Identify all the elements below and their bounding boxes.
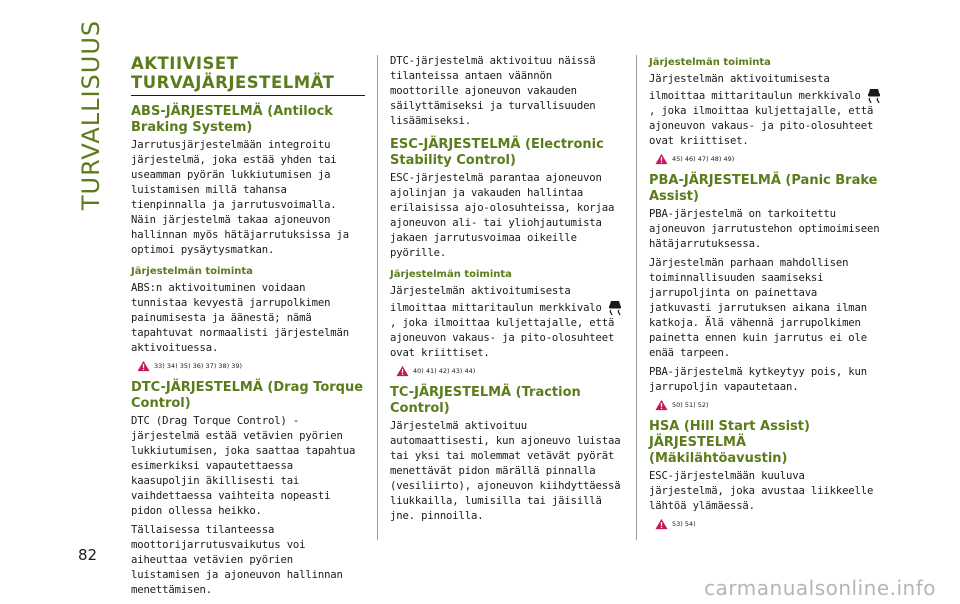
warning-refs-text: 50) 51) 52) [672, 401, 709, 409]
column-divider [636, 55, 637, 540]
warning-refs-text: 40) 41) 42) 43) 44) [413, 367, 476, 375]
warning-refs-text: 33) 34) 35) 36) 37) 38) 39) [154, 362, 243, 370]
column-1 [131, 54, 365, 598]
esc-warning-refs [396, 365, 624, 377]
esc-operation-paragraph: Järjestelmän aktivoitumisesta ilmoittaa mittaritaulun merkkivalo , joka ilmoittaa kuljettajalle, että ajoneuvon vakaus- ja pito-olosuhteet ovat kriittiset. [390, 284, 624, 361]
column-2 [390, 54, 624, 528]
pba-warning-refs [655, 399, 883, 411]
esc-paragraph: ESC-järjestelmä parantaa ajoneuvon ajolinjan ja vakauden hallintaa erilaisissa ajo-olosuhteissa, korjaa ajoneuvon ali- tai yliohjautumista jakaen jarrutusvoimaa oikeille pyörille. [390, 172, 615, 259]
column-divider [377, 55, 378, 540]
abs-operation-paragraph: ABS:n aktivoituminen voidaan tunnistaa kevyestä jarrupolkimen painumisesta ja äänestä; nämä tapahtuvat normaalisti järjestelmän aktivoituessa. [131, 282, 349, 354]
watermark: carmanualsonline.info [704, 576, 936, 600]
warning-refs-text: 53) 54) [672, 520, 696, 528]
tc-subheading: Järjestelmän toiminta [649, 57, 771, 68]
esc-subheading: Järjestelmän toiminta [390, 269, 512, 280]
warning-triangle-icon [137, 360, 150, 372]
pba-heading: PBA-JÄRJESTELMÄ (Panic Brake Assist) [649, 173, 878, 204]
dtc-paragraph: DTC (Drag Torque Control) -järjestelmä estää vetävien pyörien lukkiutumisen, joka saattaa tapahtua esimerkiksi vapautettaessa kaasupoljin äkillisesti tai vaihdettaessa vaihteita nopeasti pidon ollessa heikko. [131, 415, 356, 517]
esc-skid-car-icon [867, 87, 881, 103]
page-title: AKTIIVISET TURVAJÄRJESTELMÄT [131, 54, 365, 96]
pba-paragraph-2: Järjestelmän parhaan mahdollisen toiminnallisuuden saamiseksi jarrupoljinta on painettava jatkuvasti jarrutuksen aikana ilman katkoja. Älä vähennä jarrupolkimen painetta ennen kuin jarrutus ei ole enää tarpeen. [649, 257, 867, 359]
warning-triangle-icon [396, 365, 409, 377]
page-number: 82 [78, 546, 98, 564]
tc-operation-paragraph: Järjestelmän aktivoitumisesta ilmoittaa mittaritaulun merkkivalo , joka ilmoittaa kuljettajalle, että ajoneuvon vakaus- ja pito-olosuhteet ovat kriittiset. [649, 72, 883, 149]
abs-paragraph: Jarrutusjärjestelmään integroitu järjestelmä, joka estää yhden tai useamman pyörän lukkiutumisen ja luistamisen millä tahansa tienpinnalla ja jarrutusvoimalla. Näin järjestelmä takaa ajoneuvon hallinnan myös hätäjarrutuksissa ja optimoi pysäytysmatkan. [131, 139, 349, 256]
warning-triangle-icon [655, 153, 668, 165]
warning-triangle-icon [655, 518, 668, 530]
esc-heading: ESC-JÄRJESTELMÄ (Electronic Stability Control) [390, 137, 604, 168]
warning-refs-text: 45) 46) 47) 48) 49) [672, 155, 735, 163]
abs-subheading: Järjestelmän toiminta [131, 266, 253, 277]
pba-paragraph-3: PBA-järjestelmä kytkeytyy pois, kun jarrupoljin vapautetaan. [649, 366, 867, 393]
hsa-paragraph: ESC-järjestelmään kuuluva järjestelmä, joka avustaa liikkeelle lähtöä ylämäessä. [649, 470, 874, 512]
section-tab [74, 19, 108, 211]
abs-warning-refs [137, 360, 365, 372]
hsa-warning-refs [655, 518, 883, 530]
pba-paragraph: PBA-järjestelmä on tarkoitettu ajoneuvon jarrutustehon optimoimiseen hätäjarrutuksessa. [649, 208, 880, 250]
dtc-paragraph-2: Tällaisessa tilanteessa moottorijarrutusvaikutus voi aiheuttaa vetävien pyörien luistamisen ja ajoneuvon hallinnan menettämisen. [131, 524, 343, 596]
hsa-heading: HSA (Hill Start Assist) JÄRJESTELMÄ (Mäkilähtöavustin) [649, 419, 810, 466]
tc-heading: TC-JÄRJESTELMÄ (Traction Control) [390, 385, 581, 416]
section-title: TURVALLISUUS [77, 19, 105, 211]
esc-skid-car-icon [608, 299, 622, 315]
tc-paragraph: Järjestelmä aktivoituu automaattisesti, kun ajoneuvo luistaa tai yksi tai molemmat vetävät pyörät menettävät pidon märällä pinnalla (vesiliirto), ajoneuvon kiihdyttäessä liukkailla, lumisilla tai jäisillä jne. pinnoilla. [390, 420, 621, 522]
warning-triangle-icon [655, 399, 668, 411]
column-3 [649, 54, 883, 536]
abs-heading: ABS-JÄRJESTELMÄ (Antilock Braking System) [131, 104, 333, 135]
tc-warning-refs [655, 153, 883, 165]
dtc-paragraph-3: DTC-järjestelmä aktivoituu näissä tilanteissa antaen väännön moottorille ajoneuvon vakauden säilyttämiseksi ja turvallisuuden lisäämiseksi. [390, 55, 596, 127]
dtc-heading: DTC-JÄRJESTELMÄ (Drag Torque Control) [131, 380, 364, 411]
